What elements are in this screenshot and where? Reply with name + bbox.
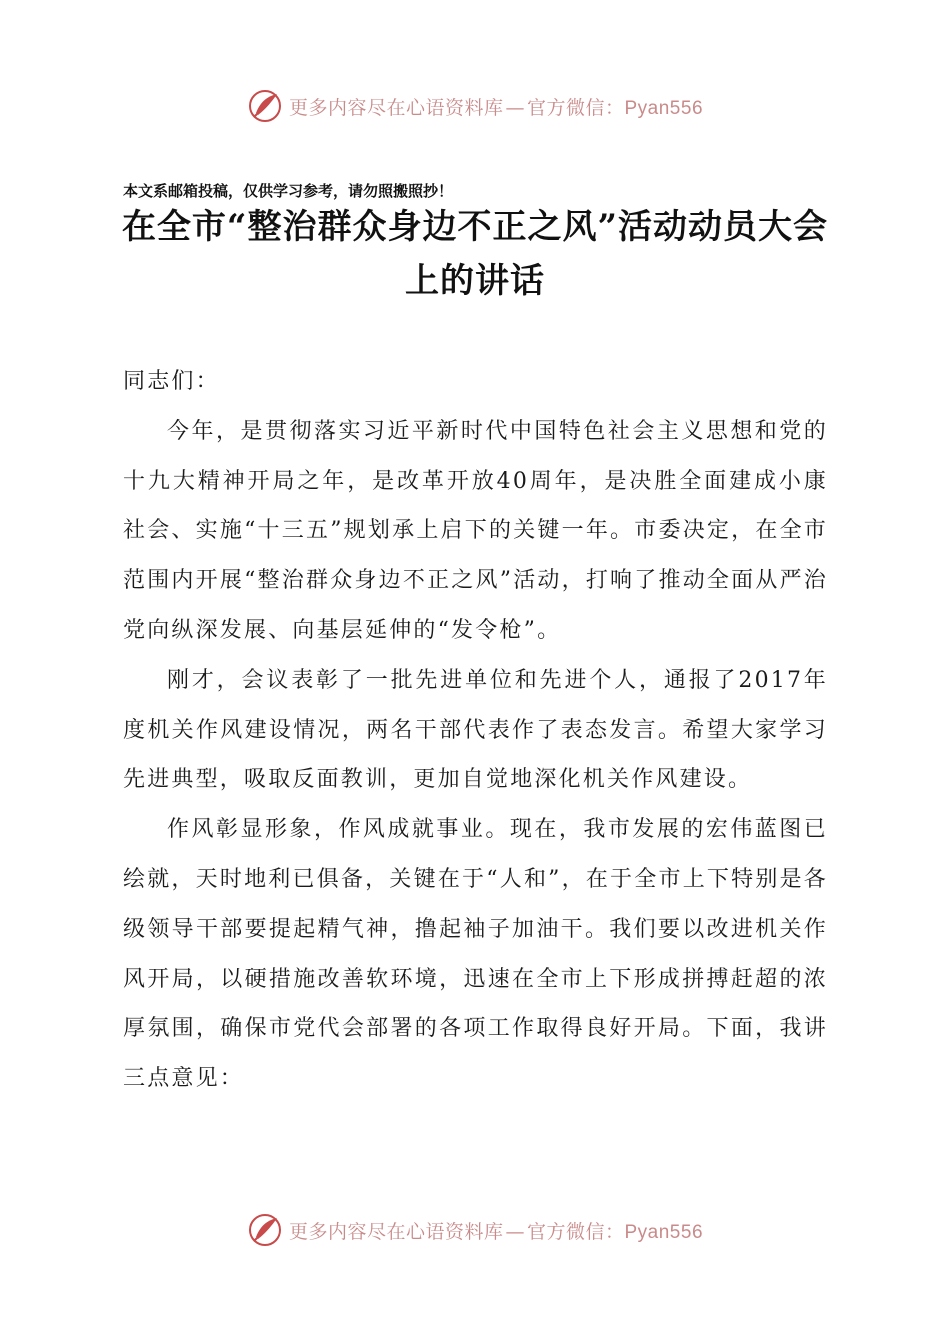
document-body xyxy=(123,357,828,1104)
quill-logo-icon xyxy=(247,88,283,124)
document-title: 在全市“整治群众身边不正之风”活动动员大会上的讲话 xyxy=(121,207,829,301)
quill-logo-icon xyxy=(247,1212,283,1248)
watermark-site: 更多内容尽在心语资料库 xyxy=(288,96,504,119)
watermark-separator: — xyxy=(505,96,525,119)
watermark-site: 更多内容尽在心语资料库 xyxy=(288,1220,504,1243)
watermark-separator: — xyxy=(505,1220,525,1243)
paragraph: 刚才，会议表彰了一批先进单位和先进个人，通报了2017年度机关作风建设情况，两名干部代表作了表态发言。希望大家学习先进典型，吸取反面教训，更加自觉地深化机关作风建设。 xyxy=(123,667,828,793)
salutation: 同志们： xyxy=(123,369,220,394)
paragraph: 作风彰显形象，作风成就事业。现在，我市发展的宏伟蓝图已绘就，天时地利已俱备，关键在于“人和”，在于全市上下特别是各级领导干部要提起精气神，撸起袖子加油干。我们要以改进机关作风开局，以硬措施改善软环境，迅速在全市上下形成拼搏赶超的浓厚氛围，确保市党代会部署的各项工作取得良好开局。下面，我讲三点意见： xyxy=(123,817,828,1092)
watermark-footer xyxy=(0,1210,950,1250)
watermark-text xyxy=(289,1217,703,1244)
paragraph: 今年，是贯彻落实习近平新时代中国特色社会主义思想和党的十九大精神开局之年，是改革开放40周年，是决胜全面建成小康社会、实施“十三五”规划承上启下的关键一年。市委决定，在全市范围内开展“整治群众身边不正之风”活动，打响了推动全面从严治党向纵深发展、向基层延伸的“发令枪”。 xyxy=(123,418,828,643)
submission-notice: 本文系邮箱投稿，仅供学习参考，请勿照搬照抄！ xyxy=(123,182,454,200)
watermark-text xyxy=(289,93,703,120)
watermark-wechat-id: Pyan556 xyxy=(624,1221,704,1243)
watermark-wechat-id: Pyan556 xyxy=(624,97,704,119)
watermark-wechat-label: 官方微信： xyxy=(526,96,625,119)
watermark-wechat-label: 官方微信： xyxy=(526,1220,625,1243)
watermark-header xyxy=(0,86,950,126)
